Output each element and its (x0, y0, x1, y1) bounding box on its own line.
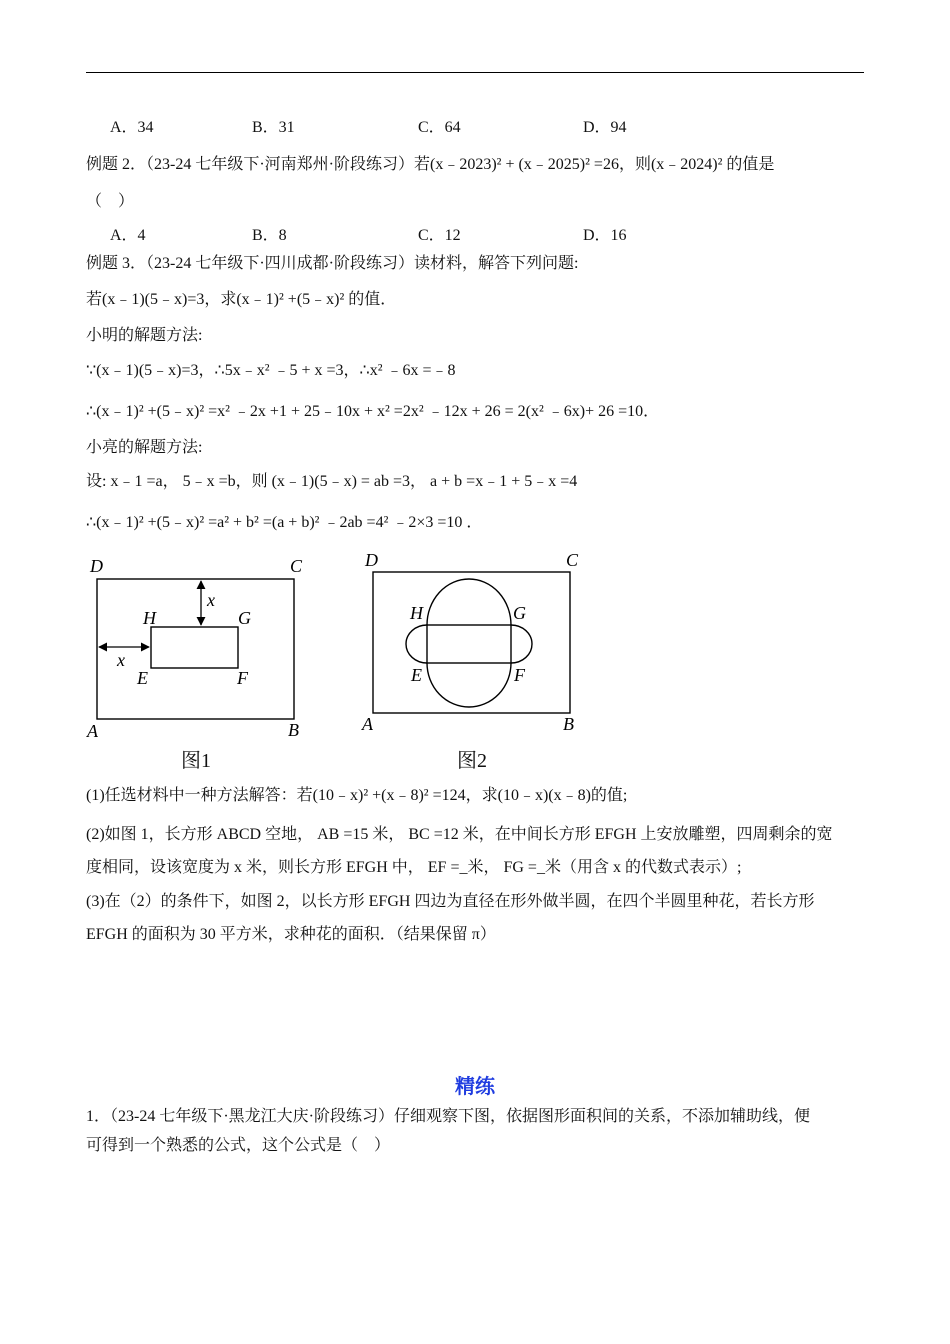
figure-2 (358, 546, 598, 742)
semicircle-bottom (427, 663, 511, 707)
label-e: E (137, 668, 148, 688)
example2-option-a: A．4 (110, 227, 146, 244)
question-1: (1)任选材料中一种方法解答：若(10﹣x)² +(x﹣8)² =124，求(10﹣x)(x﹣8)的值; (86, 787, 628, 804)
practice-1-line2: 可得到一个熟悉的公式，这个公式是（ ） (86, 1137, 391, 1154)
figure-1-caption: 图1 (181, 750, 211, 772)
xiaoming-step2: ∴(x﹣1)² +(5﹣x)² =x² ﹣2x +1 + 25﹣10x + x² =2x² ﹣12x + 26 = 2(x² ﹣6x)+ 26 =10． (86, 403, 660, 420)
label-c: C (290, 556, 303, 576)
semicircle-right (511, 625, 532, 663)
question-2-line1: (2)如图 1，长方形 ABCD 空地， AB =15 米， BC =12 米，在中间长方形 EFGH 上安放雕塑，四周剩余的宽 (86, 826, 833, 843)
figure-1 (80, 552, 320, 742)
rect-abcd (97, 579, 294, 719)
xiaoming-title: 小明的解题方法: (86, 327, 203, 344)
label-b: B (563, 714, 574, 734)
question-2-line2: 度相同，设该宽度为 x 米，则长方形 EFGH 中， EF =_米， FG =_米（用含 x 的代数式表示）; (86, 859, 742, 876)
xiaoliang-step2: ∴(x﹣1)² +(5﹣x)² =a² + b² =(a + b)² ﹣2ab =4² ﹣2×3 =10 ． (86, 514, 483, 531)
label-x-top: x (207, 590, 215, 610)
xiaoliang-step1: 设: x﹣1 =a， 5﹣x =b，则 (x﹣1)(5﹣x) = ab =3， a + b =x﹣1 + 5﹣x =4 (86, 473, 578, 490)
rect-efgh (151, 627, 238, 668)
label-g: G (238, 608, 251, 628)
label-c: C (566, 550, 579, 570)
label-f: F (237, 668, 248, 688)
option-a: A．34 (110, 119, 154, 136)
label-d: D (365, 550, 378, 570)
practice-1-line1: 1．（23-24 七年级下·黑龙江大庆·阶段练习）仔细观察下图，依据图形面积间的关系，不添加辅助线，便 (86, 1108, 810, 1125)
option-d: D．94 (583, 119, 627, 136)
header-rule (86, 72, 864, 73)
figure-2-caption: 图2 (457, 750, 487, 772)
xiaoming-step1: ∵(x﹣1)(5﹣x)=3，∴5x﹣x² ﹣5 + x =3，∴x² ﹣6x =﹣8 (86, 362, 456, 379)
label-b: B (288, 720, 299, 740)
label-g: G (513, 603, 526, 623)
example3-stem: 例题 3．（23-24 七年级下·四川成都·阶段练习）读材料，解答下列问题: (86, 255, 579, 272)
rect-abcd (373, 572, 570, 713)
option-c: C．64 (418, 119, 461, 136)
label-f: F (514, 665, 525, 685)
semicircle-left (406, 625, 427, 663)
example2-option-c: C．12 (418, 227, 461, 244)
question-3-line1: (3)在（2）的条件下，如图 2，以长方形 EFGH 四边为直径在形外做半圆，在四个半圆里种花，若长方形 (86, 893, 815, 910)
semicircle-top (427, 579, 511, 625)
example2-stem: 例题 2．（23-24 七年级下·河南郑州·阶段练习）若(x﹣2023)² + (x﹣2025)² =26，则(x﹣2024)² 的值是 (86, 156, 775, 173)
example2-option-b: B．8 (252, 227, 287, 244)
rect-efgh (427, 625, 511, 663)
section-heading: 精练 (455, 1076, 495, 1098)
label-h: H (143, 608, 156, 628)
question-3-line2: EFGH 的面积为 30 平方米，求种花的面积．（结果保留 π） (86, 926, 496, 943)
label-e: E (411, 665, 422, 685)
label-d: D (90, 556, 103, 576)
example2-paren: （ ） (86, 193, 135, 210)
xiaoliang-title: 小亮的解题方法: (86, 439, 203, 456)
label-x-left: x (117, 650, 125, 670)
example3-given: 若(x﹣1)(5﹣x)=3，求(x﹣1)² +(5﹣x)² 的值． (86, 291, 397, 308)
label-a: A (362, 714, 373, 734)
example2-option-d: D．16 (583, 227, 627, 244)
option-b: B．31 (252, 119, 295, 136)
label-h: H (410, 603, 423, 623)
label-a: A (87, 721, 98, 741)
